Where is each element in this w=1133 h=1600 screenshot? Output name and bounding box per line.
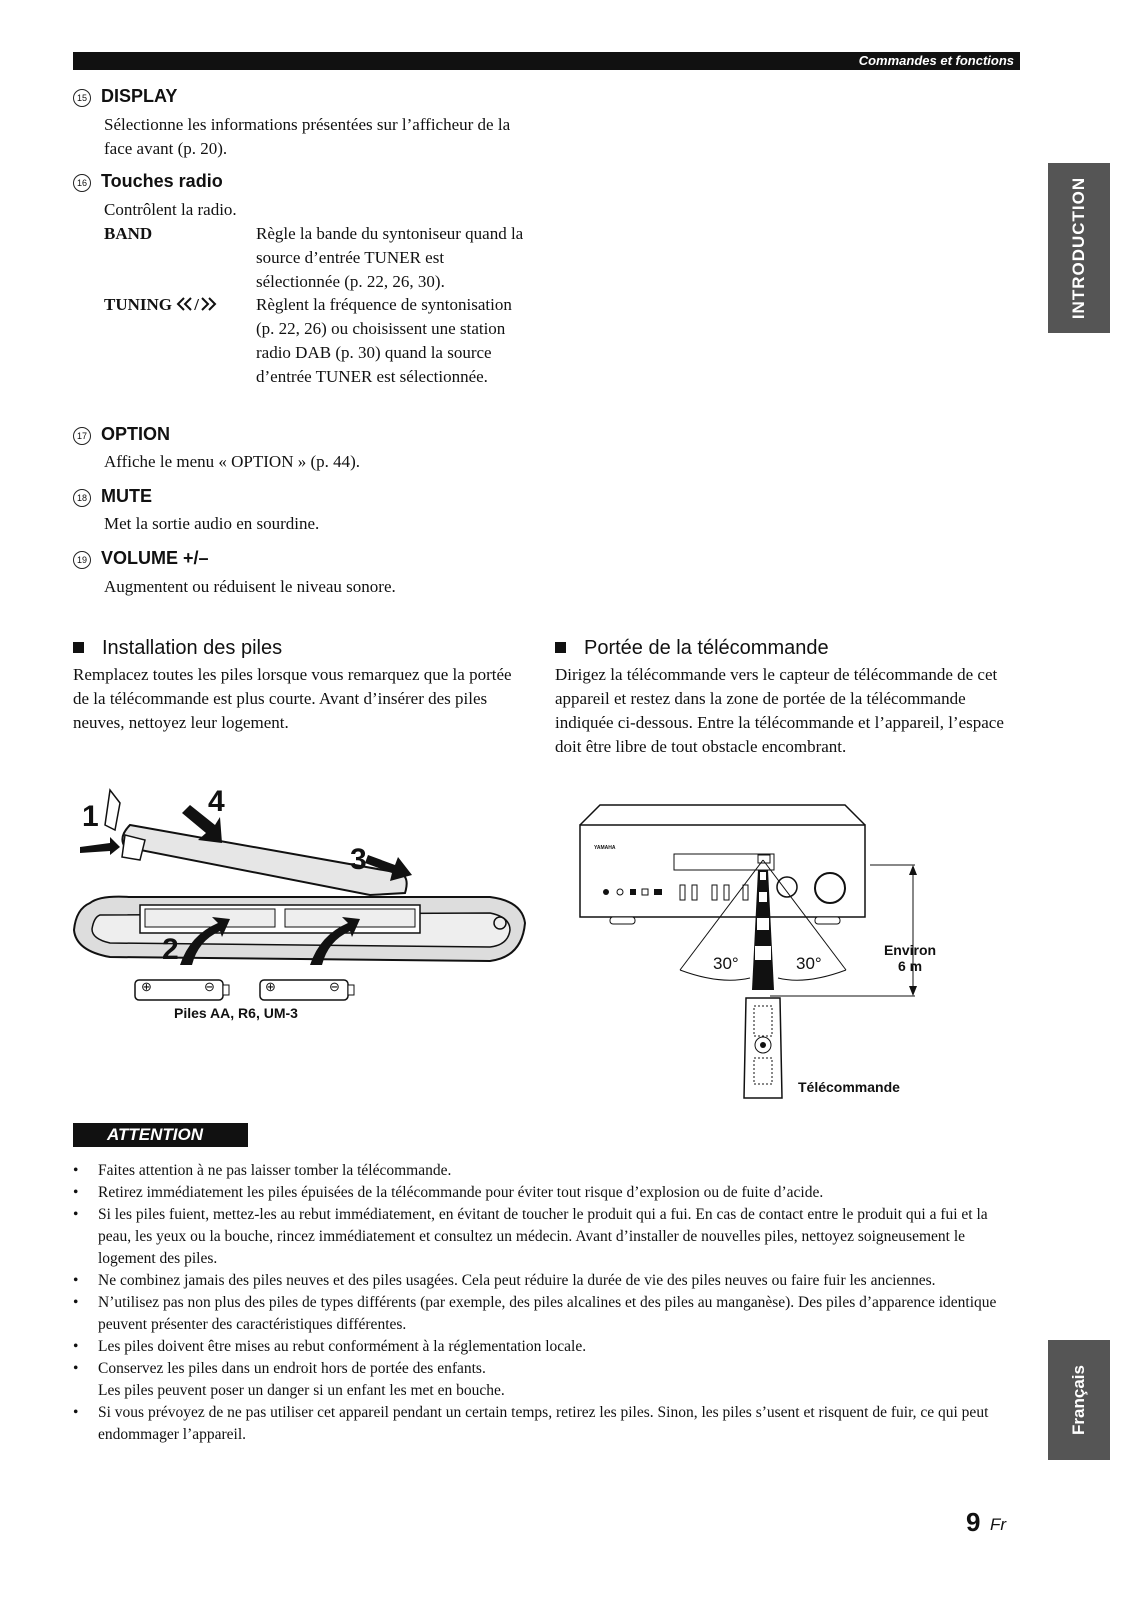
battery-minus-icon: ⊖ (329, 979, 340, 994)
angle-left-label: 30° (713, 954, 739, 973)
sub-key-band: BAND (104, 224, 153, 243)
header-bar (73, 52, 1020, 70)
yamaha-logo: YAMAHA (594, 845, 616, 851)
page-number: 9 (966, 1507, 981, 1537)
battery-minus-icon: ⊖ (204, 979, 215, 994)
angle-right-label: 30° (796, 954, 822, 973)
distance-label: Environ 6 m (883, 942, 937, 974)
range-section-heading: Portée de la télécommande (555, 637, 829, 660)
step-1-label: 1 (82, 800, 99, 833)
attention-list (73, 1160, 1023, 1446)
item-desc: Augmentent ou réduisent le niveau sonore. (104, 577, 396, 596)
page-lang: Fr (990, 1515, 1007, 1534)
step-4-label: 4 (208, 785, 225, 818)
step-2-label: 2 (162, 933, 179, 966)
tab-francais[interactable]: Français (1048, 1340, 1110, 1460)
item-number: 18 (73, 489, 91, 507)
remote-label: Télécommande (798, 1079, 900, 1095)
sub-text-band: Règle la bande du syntoniseur quand la source d’entrée TUNER est sélectionnée (p. 22, 26, 30). (256, 224, 524, 291)
item-title: MUTE (101, 486, 152, 506)
list-item: • Faites attention à ne pas laisser tomber la télécommande. (73, 1160, 1023, 1182)
item-desc: Met la sortie audio en sourdine. (104, 514, 320, 533)
square-bullet-icon (73, 642, 84, 653)
list-item: • Si les piles fuient, mettez-les au rebut immédiatement, en évitant de toucher le produit qui a fui. En cas de contact entre le produit qui a fui et la peau, les yeux ou la bouche, rincez immédiatement et consultez un médecin. Avant d’installer de nouvelles piles, nettoyez soigneusement le logement des piles. (73, 1204, 1023, 1270)
section-title: Commandes et fonctions (858, 53, 1014, 68)
item-number: 15 (73, 89, 91, 107)
sub-key-tuning: TUNING / (104, 293, 217, 317)
battery-section-heading: Installation des piles (73, 637, 282, 660)
sub-text-tuning: Règlent la fréquence de syntonisation (p. 22, 26) ou choisissent une station radio DAB (p. 30) quand la source d’entrée TUNER est sélectionnée. (256, 295, 512, 386)
item-desc: Sélectionne les informations présentées sur l’afficheur de la face avant (p. 20). (104, 115, 511, 158)
battery-plus-icon: ⊕ (141, 979, 152, 994)
item-title: VOLUME +/– (101, 548, 209, 568)
item-desc: Contrôlent la radio. (104, 200, 237, 219)
list-item: • Conservez les piles dans un endroit hors de portée des enfants. (73, 1358, 1023, 1380)
battery-plus-icon: ⊕ (265, 979, 276, 994)
square-bullet-icon (555, 642, 566, 653)
list-item: Les piles peuvent poser un danger si un enfant les met en bouche. (98, 1382, 505, 1399)
item-desc: Affiche le menu « OPTION » (p. 44). (104, 452, 361, 471)
item-number: 16 (73, 174, 91, 192)
item-title: Touches radio (101, 171, 223, 191)
list-item: • Si vous prévoyez de ne pas utiliser cet appareil pendant un certain temps, retirez les piles. Sinon, les piles s’usent et risquent de fuir, ce qui peut endommager l’appareil. (73, 1402, 1023, 1446)
item-touches-radio (73, 171, 223, 192)
item-number: 17 (73, 427, 91, 445)
item-number: 19 (73, 551, 91, 569)
list-item: • Ne combinez jamais des piles neuves et des piles usagées. Cela peut réduire la durée de vie des piles neuves ou faire fuir les anciennes. (73, 1270, 1023, 1292)
rewind-icon (176, 296, 194, 312)
list-item: • Retirez immédiatement les piles épuisées de la télécommande pour éviter tout risque d’explosion ou de fuite d’acide. (73, 1182, 1023, 1204)
item-title: OPTION (101, 424, 171, 444)
battery-install-illustration (70, 785, 530, 1025)
item-option (73, 424, 170, 445)
battery-section-text: Remplacez toutes les piles lorsque vous remarquez que la portée de la télécommande est plus courte. Avant d’insérer des piles neuves, nettoyez leur logement. (73, 665, 512, 732)
tab-introduction[interactable]: INTRODUCTION (1048, 163, 1110, 333)
item-mute (73, 486, 152, 507)
list-item: • Les piles doivent être mises au rebut conformément à la réglementation locale. (73, 1336, 1023, 1358)
list-item: • N’utilisez pas non plus des piles de types différents (par exemple, des piles alcalines et des piles au manganèse). Des piles d’apparence identique peuvent présenter des caractéristiques différentes. (73, 1292, 1023, 1336)
fast-forward-icon (199, 296, 217, 312)
item-display (73, 86, 177, 107)
battery-type-label: Piles AA, R6, UM-3 (174, 1005, 298, 1021)
item-title: DISPLAY (101, 86, 178, 106)
step-3-label: 3 (350, 843, 367, 876)
attention-banner: ATTENTION (73, 1123, 248, 1147)
item-volume (73, 548, 209, 569)
range-section-text: Dirigez la télécommande vers le capteur de télécommande de cet appareil et restez dans la zone de portée de la télécommande indiquée ci-dessous. Entre la télécommande et l’appareil, l’espace doit être libre de tout obstacle encombrant. (555, 665, 1004, 756)
